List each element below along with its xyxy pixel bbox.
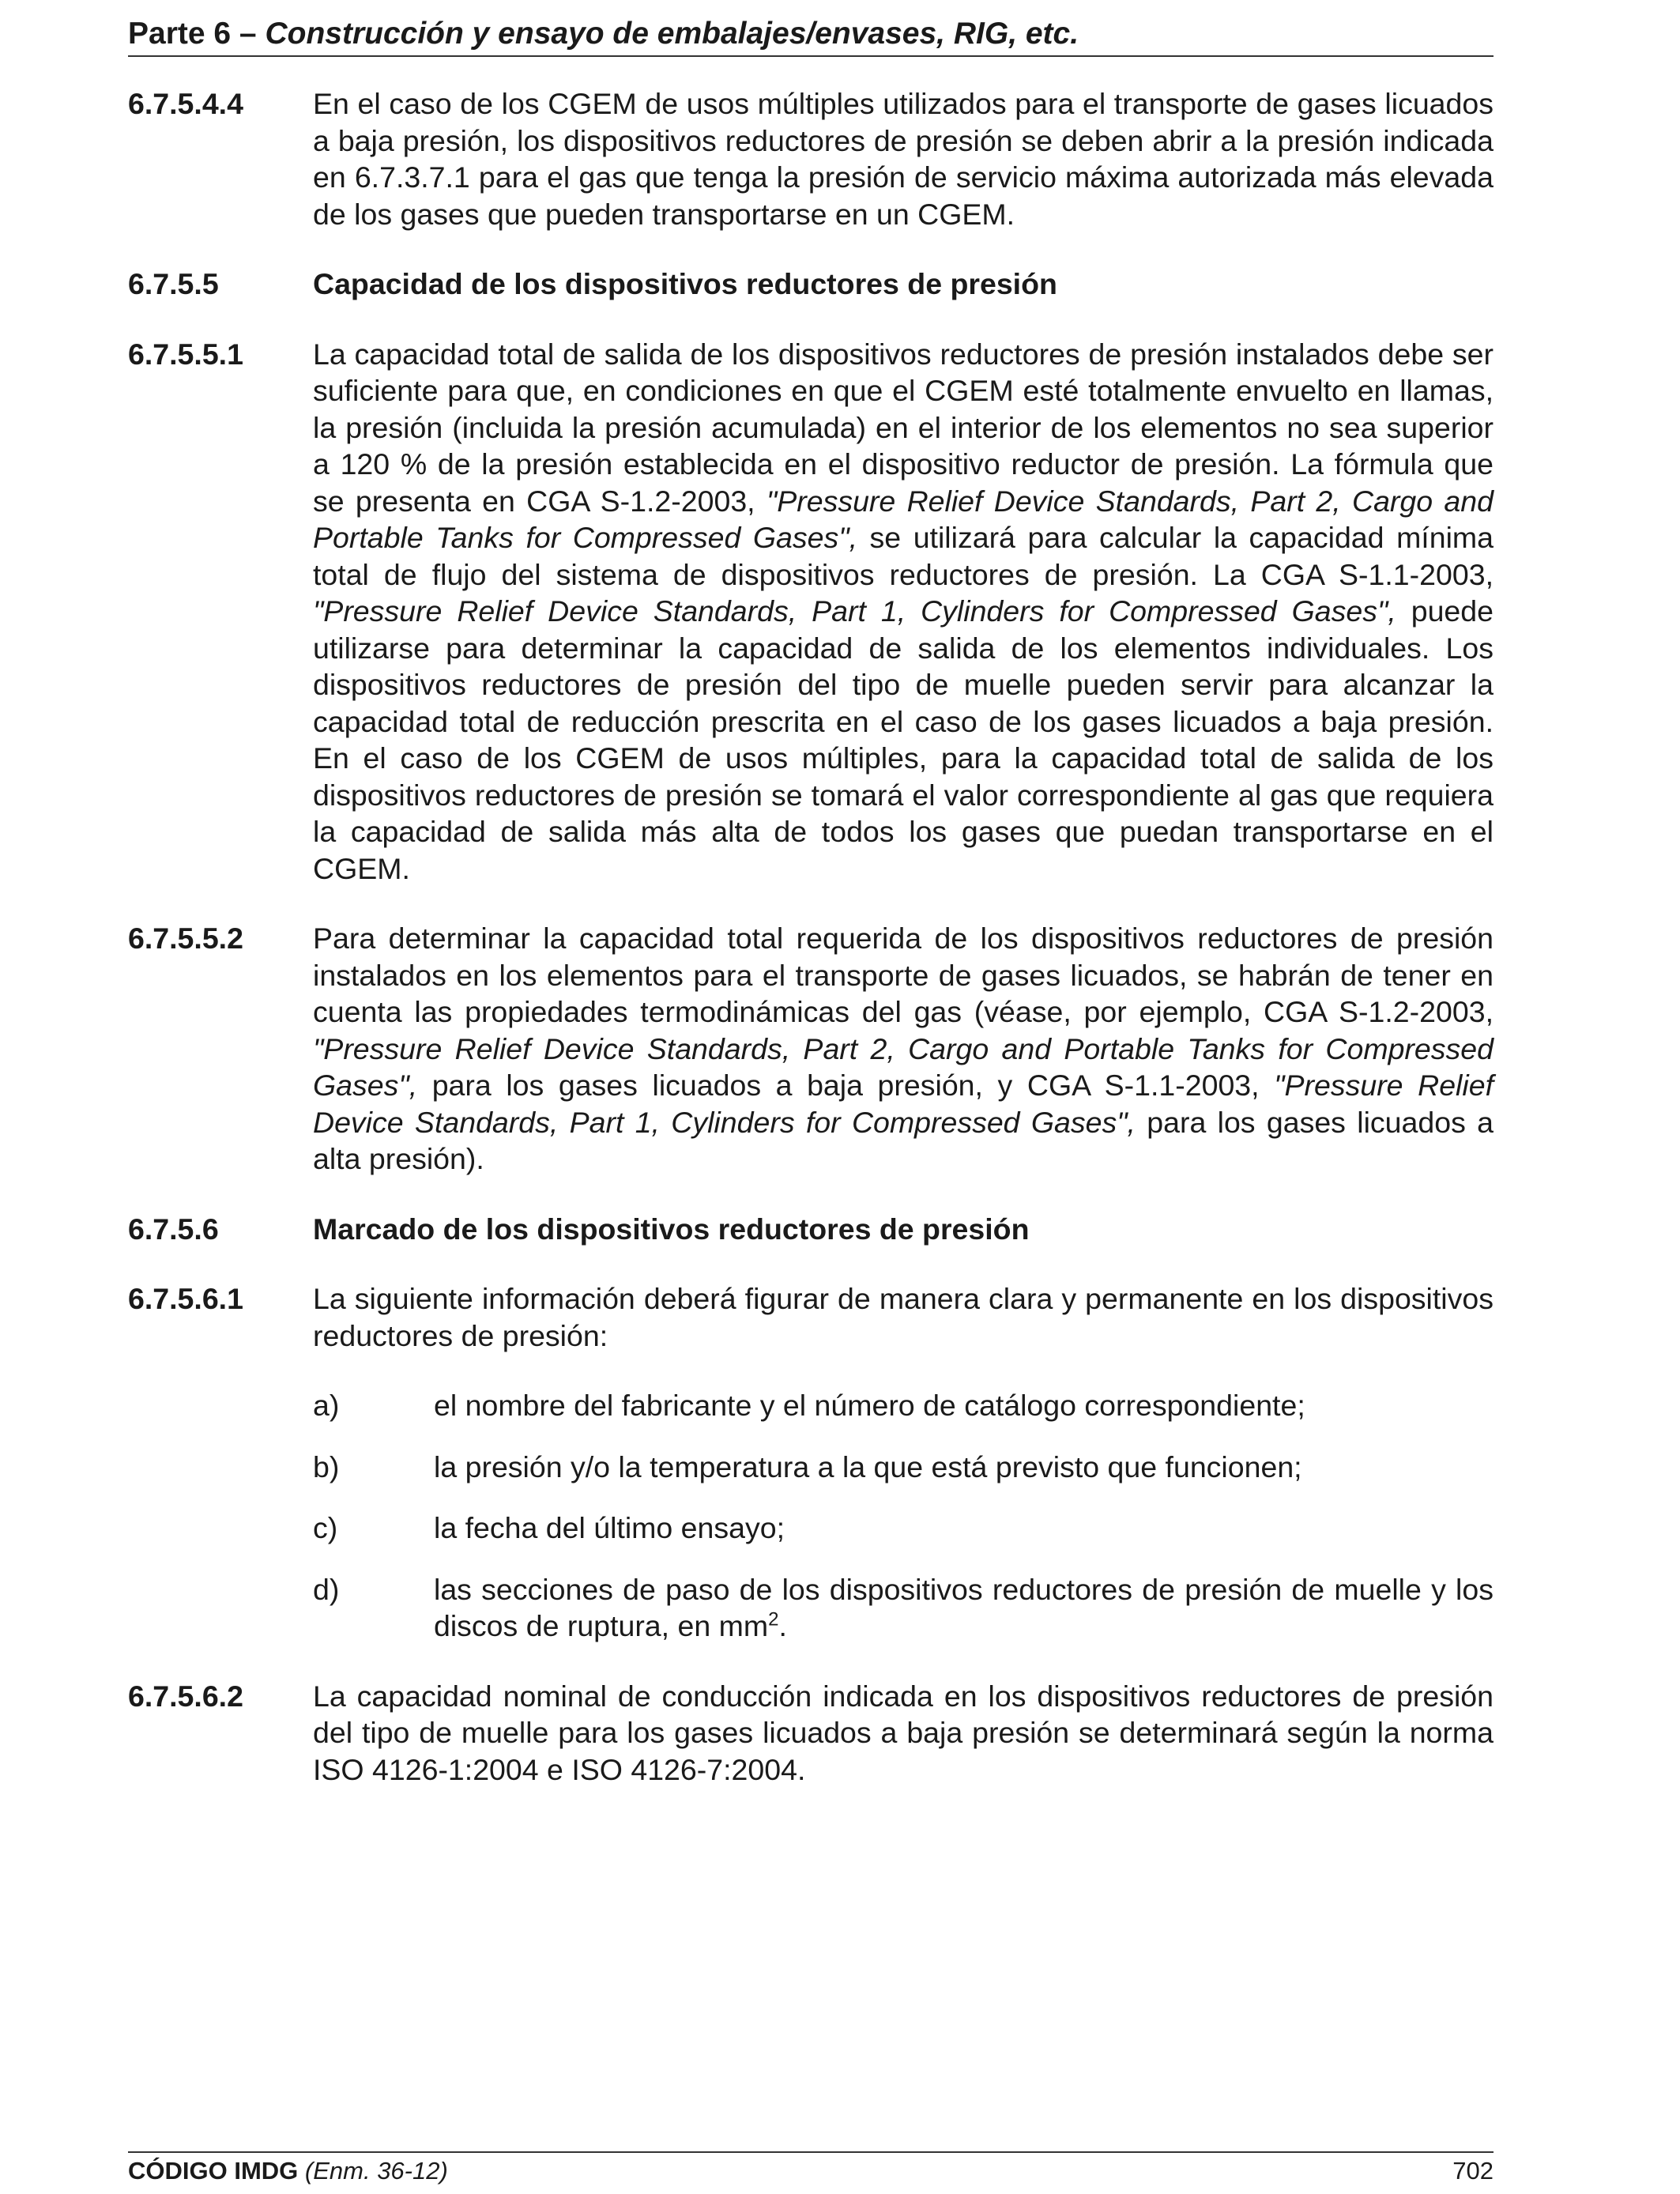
- paragraph-number: 6.7.5.6.2: [128, 1679, 243, 1713]
- text-run: para los gases licuados a baja presión, y CGA S-1.1-2003,: [417, 1069, 1275, 1102]
- heading-number: 6.7.5.5: [128, 267, 219, 300]
- paragraph-number: 6.7.5.5.1: [128, 337, 243, 371]
- italic-citation: "Pressure Relief Device Standards, Part 1, Cylinders for Compressed Gases",: [313, 1069, 1494, 1139]
- list-item-text: la fecha del último ensayo;: [434, 1511, 785, 1544]
- paragraph-text: La capacidad nominal de conducción indicada en los dispositivos reductores de presión del tipo de muelle para los gases licuados a baja presión se determinará según la norma ISO 4126-1:2004 e ISO 4126-7:2004.: [313, 1679, 1494, 1786]
- paragraph-6-7-5-4-4: [128, 85, 1494, 232]
- paragraph-6-7-5-5-2: [128, 920, 1494, 1178]
- list-item: [128, 1387, 1494, 1424]
- heading-6-7-5-6: [128, 1211, 1494, 1248]
- paragraph-text: [313, 920, 1494, 1178]
- running-header: [128, 14, 1494, 57]
- header-dash: –: [231, 17, 266, 51]
- footer-amendment: (Enm. 36-12): [304, 2157, 448, 2185]
- list-marker: a): [313, 1389, 340, 1422]
- italic-citation: "Pressure Relief Device Standards, Part 2, Cargo and Portable Tanks for Compressed Gases",: [313, 484, 1494, 554]
- list-marker: d): [313, 1572, 340, 1606]
- text-run: Para determinar la capacidad total requerida de los dispositivos reductores de presión instalados en los elementos para el transporte de gases licuados, se habrán de tener en cuenta las propiedades termodinámicas del gas (véase, por ejemplo, CGA S-1.2-2003,: [313, 922, 1494, 1028]
- paragraph-6-7-5-5-1: [128, 336, 1494, 888]
- superscript: 2: [768, 1608, 779, 1630]
- heading-number: 6.7.5.6: [128, 1212, 219, 1246]
- list-item: [128, 1510, 1494, 1547]
- page-content: [128, 85, 1494, 1788]
- page-number: 702: [1452, 2157, 1494, 2185]
- text-run: puede utilizarse para determinar la capacidad de salida de los elementos individuales. Los dispositivos reductores de presión del tipo de muelle pueden servir para alcanzar la capacidad total de reducción prescrita en el caso de los gases licuados a baja presión. En el caso de los CGEM de usos múltiples, para la capacidad total de salida de los dispositivos reductores de presión se tomará el valor correspondiente al gas que requiera la capacidad de salida más alta de todos los gases que puedan transportarse en el CGEM.: [313, 594, 1494, 885]
- list-item: [128, 1571, 1494, 1645]
- page-footer: [128, 2151, 1494, 2186]
- footer-code: CÓDIGO IMDG: [128, 2157, 299, 2185]
- paragraph-text: En el caso de los CGEM de usos múltiples utilizados para el transporte de gases licuados a baja presión, los dispositivos reductores de presión se deben abrir a la presión indicada en 6.7.3.7.1 para el gas que tenga la presión de servicio máxima autorizada más elevada de los gases que pueden transportarse en un CGEM.: [313, 87, 1494, 231]
- list-item-text: la presión y/o la temperatura a la que está previsto que funcionen;: [434, 1449, 1302, 1483]
- text-run: .: [778, 1609, 787, 1642]
- text-run: se utilizará para calcular la capacidad mínima total de flujo del sistema de dispositivos reductores de presión. La CGA S-1.1-2003,: [313, 521, 1494, 591]
- paragraph-number: 6.7.5.6.1: [128, 1282, 243, 1315]
- paragraph-number: 6.7.5.5.2: [128, 922, 243, 955]
- paragraph-number: 6.7.5.4.4: [128, 87, 243, 120]
- header-title: Construcción y ensayo de embalajes/envases, RIG, etc.: [265, 17, 1079, 51]
- paragraph-6-7-5-6-2: [128, 1678, 1494, 1789]
- marking-list: [128, 1387, 1494, 1645]
- paragraph-text: [313, 336, 1494, 888]
- list-item: [128, 1449, 1494, 1486]
- text-run: La capacidad total de salida de los dispositivos reductores de presión instalados debe ser suficiente para que, en condiciones en que el CGEM esté totalmente envuelto en llamas, la presión (incluida la presión acumulada) en el interior de los elementos no sea superior a 120 % de la presión establecida en el dispositivo reductor de presión. La fórmula que se presenta en CGA S-1.2-2003,: [313, 337, 1494, 518]
- list-marker: c): [313, 1511, 338, 1544]
- text-run: las secciones de paso de los dispositivos reductores de presión de muelle y los discos de ruptura, en mm: [434, 1572, 1494, 1642]
- paragraph-text: La siguiente información deberá figurar de manera clara y permanente en los dispositivos reductores de presión:: [313, 1282, 1494, 1352]
- list-marker: b): [313, 1449, 340, 1483]
- footer-left: [128, 2156, 448, 2186]
- italic-citation: "Pressure Relief Device Standards, Part 2, Cargo and Portable Tanks for Compressed Gases",: [313, 1031, 1494, 1102]
- list-item-text: el nombre del fabricante y el número de catálogo correspondiente;: [434, 1389, 1305, 1422]
- paragraph-6-7-5-6-1: [128, 1280, 1494, 1354]
- header-part: Parte 6: [128, 17, 232, 51]
- heading-6-7-5-5: [128, 266, 1494, 303]
- heading-title: Marcado de los dispositivos reductores de presión: [313, 1212, 1030, 1246]
- italic-citation: "Pressure Relief Device Standards, Part 1, Cylinders for Compressed Gases",: [313, 594, 1396, 628]
- text-run: para los gases licuados a alta presión).: [313, 1105, 1494, 1175]
- list-item-text: [434, 1571, 1494, 1645]
- heading-title: Capacidad de los dispositivos reductores de presión: [313, 267, 1057, 300]
